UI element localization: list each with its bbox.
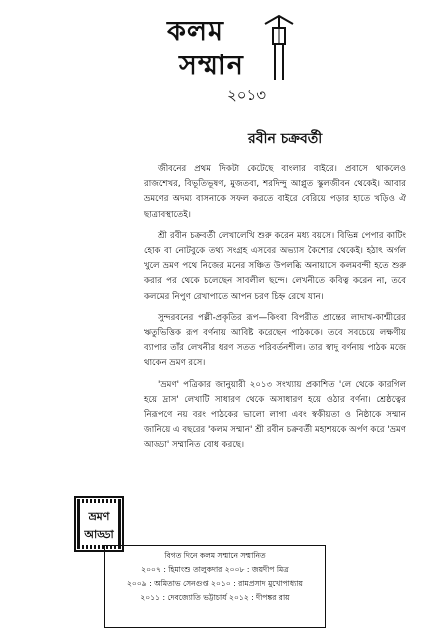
past-awardees-box [104,545,326,628]
awards-heading: বিগত দিনে কলম সম্মানে সম্মানিত [164,551,266,560]
paragraph: সুন্দরবনের পল্লী-প্রকৃতির রূপ—কিংবা বিপরীত প্রান্তের লাদাখ-কাশ্মীরের ঋতুভিত্তিক রূপ বর্ণনায় আবিষ্ট করেছেন পাঠককে। তবে সবচেয়ে লক্ষণীয় ব্যাপার তাঁর লেখনীর ধরণ সতত পরিবর্তনশীল। তার স্বাদু বর্ণনায় পাঠক মজে থাকেন ভ্রমণ রসে। [144,312,406,369]
paragraph: শ্রী রবীন চক্রবর্তী লেখালেখি শুরু করেন মধ্য বয়সে। বিভিন্ন পেপার কাটিং হোক বা নোটবুকে তথ্য সংগ্রহ এসবের অভ্যাস কৈশোর থেকেই। হঠাৎ অর্গল খুলে ভ্রমণ পথে নিজের মনের সঞ্চিত উপলব্ধি অনায়াসে কলমবন্দী হতে শুরু করার পর থেকে চলেছেন সাবলীল ছন্দে। লেখনীতে কবিত্ব করেন না, তবে কলমের নিপুণ রেখাপাতে আপন চরণ চিহ্ন রেখে যান। [144,230,406,302]
paragraph: 'ভ্রমণ' পত্রিকার জানুয়ারী ২০১৩ সংখ্যায় প্রকাশিত 'লে থেকে কারগিল হয়ে দ্রাস' লেখাটি সাধারণ থেকে অসাধারণ হয়ে ওঠার বর্ণনা। শ্রেষ্ঠত্বের নিরূপণে নয় বরং পাঠকের ভালো লাগা এবং স্বকীয়তা ও নিষ্ঠাকে সম্মান জানিয়ে এ বছরের 'কলম সম্মান' শ্রী রবীন চক্রবর্তী মহাশয়কে অর্পণ করে 'ভ্রমণ আড্ডা' সম্মানিত বোধ করছে। [144,379,406,451]
awards-row: ২০১১ : দেবজ্যোতি ভট্টাচার্য ২০১২ : দীপঙ্কর রায় [140,593,290,602]
paragraph: জীবনের প্রথম দিকটা কেটেছে বাংলার বাইরে। প্রবাসে থাকলেও রাজশেখর, বিভূতিভূষণ, মুজতবা, শরদিন্দু আপ্লুত স্কুলজীবন থেকেই। আবার ভ্রমণের অদম্য বাসনাকে সফল করতে বাইরে বেরিয়ে পড়ার হাতে খড়িও ঐ ছাত্রাবস্থাতেই। [144,164,406,220]
kalam-samman-logo [165,14,295,109]
logo-year: ২০১৩ [227,86,266,104]
bhraman-adda-logo [74,496,124,552]
logo-text-line2: সম্মান [179,50,244,81]
logo-text-line1: কলম [167,16,224,47]
pen-nib-icon [261,14,297,84]
side-logo-line2: আড্ডা [84,528,114,541]
awards-row: ২০০৭ : হিমাংশু তালুকদার ২০০৮ : জয়দীপ মিত্র [141,565,289,574]
citation-text [144,162,406,458]
side-logo-line1: ভ্রমণ [88,510,110,523]
author-name: রবীন চক্রবর্তী [248,131,323,147]
awards-row: ২০০৯ : অমিতাভ সেনগুপ্ত ২০১০ : রামপ্রসাদ মুখোপাধ্যায় [126,579,304,588]
